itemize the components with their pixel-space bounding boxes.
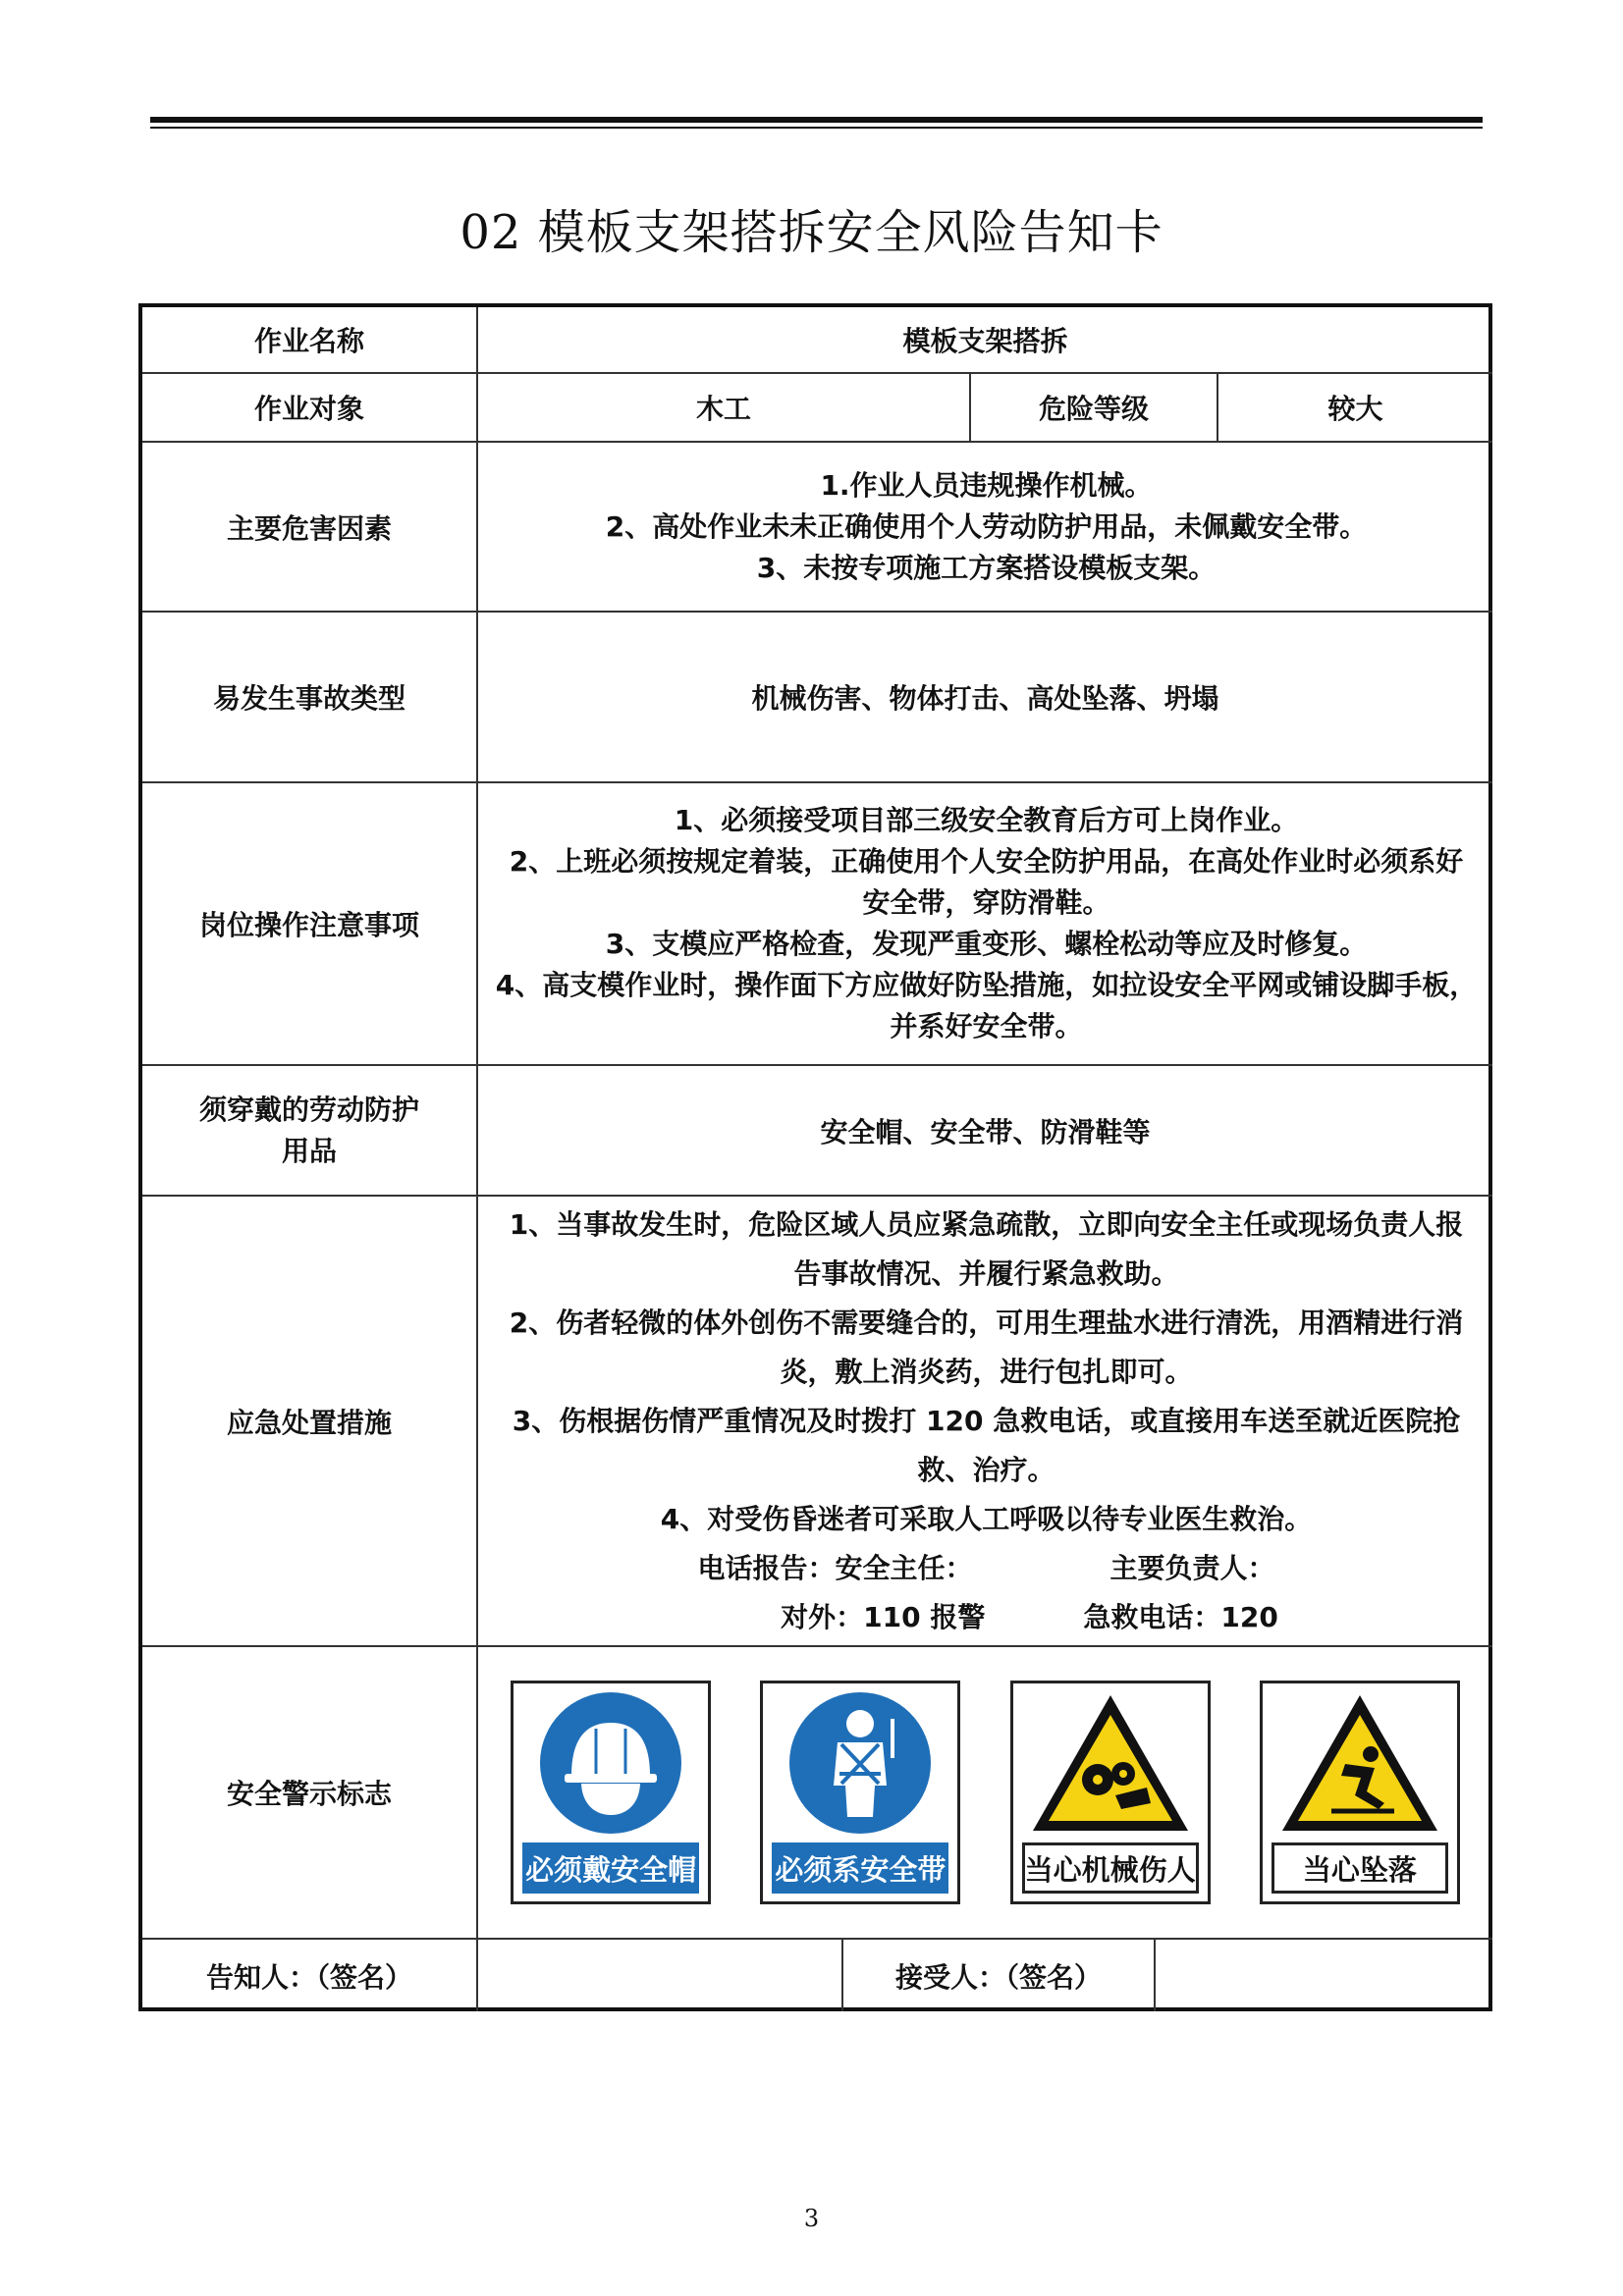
precautions-label: 岗位操作注意事项 xyxy=(142,783,478,1066)
emergency-line: 救、治疗。 xyxy=(917,1453,1055,1486)
notifier-signature-label: 告知人：（签名） xyxy=(142,1940,478,2011)
signs-label: 安全警示标志 xyxy=(142,1647,478,1940)
ppe-label xyxy=(142,1066,478,1197)
emergency-line: 4、对受伤昏迷者可采取人工呼吸以待专业医生救治。 xyxy=(660,1502,1313,1535)
risk-card-table xyxy=(138,303,1492,2011)
page-title: 02 模板支架搭拆安全风险告知卡 xyxy=(460,205,1163,260)
sign-machine-hazard xyxy=(1010,1681,1211,1904)
hazard-item: 2、高处作业未未正确使用个人劳动防护用品，未佩戴安全带。 xyxy=(605,509,1368,543)
harness-icon xyxy=(777,1689,944,1837)
precautions-list xyxy=(478,783,1492,1066)
accident-types-value: 机械伤害、物体打击、高处坠落、坍塌 xyxy=(478,613,1492,783)
hazards-label: 主要危害因素 xyxy=(142,443,478,613)
sign-text: 当心机械伤人 xyxy=(1022,1842,1199,1894)
hazard-item: 3、未按专项施工方案搭设模板支架。 xyxy=(756,551,1217,584)
emergency-numbers-line xyxy=(694,1593,1278,1642)
fall-hazard-icon xyxy=(1276,1689,1443,1837)
emergency-line: 2、伤者轻微的体外创伤不需要缝合的，可用生理盐水进行清洗，用酒精进行消 xyxy=(509,1306,1464,1339)
risk-level-value: 较大 xyxy=(1218,374,1492,443)
sign-text: 必须戴安全帽 xyxy=(522,1842,699,1894)
notifier-signature-field[interactable] xyxy=(478,1940,843,2011)
job-object-label: 作业对象 xyxy=(142,374,478,443)
emergency-line: 3、伤根据伤情严重情况及时拨打 120 急救电话，或直接用车送至就近医院抢 xyxy=(512,1404,1461,1437)
ppe-label-line1: 须穿戴的劳动防护 xyxy=(198,1093,419,1126)
helmet-icon xyxy=(527,1689,694,1837)
precaution-line: 4、高支模作业时，操作面下方应做好防坠措施，如拉设安全平网或铺设脚手板， xyxy=(495,969,1478,1001)
sign-wear-harness xyxy=(760,1681,960,1904)
main-person-label: 主要负责人： xyxy=(1109,1551,1275,1584)
page-number: 3 xyxy=(803,2205,820,2232)
ppe-label-line2: 用品 xyxy=(281,1134,337,1167)
precaution-line: 2、上班必须按规定着装，正确使用个人安全防护用品，在高处作业时必须系好 xyxy=(509,845,1464,878)
ppe-value: 安全帽、安全带、防滑鞋等 xyxy=(478,1066,1492,1197)
hazard-item: 1.作业人员违规操作机械。 xyxy=(820,468,1153,502)
emergency-line: 炎，敷上消炎药，进行包扎即可。 xyxy=(780,1355,1193,1388)
machine-hazard-icon xyxy=(1027,1689,1194,1837)
signs-row xyxy=(478,1647,1492,1940)
emergency-label: 应急处置措施 xyxy=(142,1197,478,1647)
sign-text: 必须系安全带 xyxy=(772,1842,948,1894)
emergency-phone-line xyxy=(697,1544,1274,1593)
header-rule-thick xyxy=(150,117,1483,123)
hazards-list xyxy=(478,443,1492,613)
first-aid-number: 急救电话：120 xyxy=(1083,1600,1278,1633)
precaution-line: 1、必须接受项目部三级安全教育后方可上岗作业。 xyxy=(674,804,1299,836)
job-name-label: 作业名称 xyxy=(142,307,478,374)
sign-text: 当心坠落 xyxy=(1271,1842,1448,1894)
accident-types-label: 易发生事故类型 xyxy=(142,613,478,783)
header-rule-thin xyxy=(150,127,1483,129)
precaution-line: 安全带，穿防滑鞋。 xyxy=(862,886,1110,919)
sign-fall-hazard xyxy=(1260,1681,1460,1904)
risk-level-label: 危险等级 xyxy=(971,374,1218,443)
external-alarm: 对外：110 报警 xyxy=(781,1600,986,1633)
emergency-line: 1、当事故发生时，危险区域人员应紧急疏散，立即向安全主任或现场负责人报 xyxy=(509,1207,1464,1241)
emergency-list xyxy=(478,1197,1492,1647)
precaution-line: 并系好安全带。 xyxy=(890,1010,1083,1042)
receiver-signature-label: 接受人：（签名） xyxy=(843,1940,1156,2011)
phone-report-label: 电话报告：安全主任： xyxy=(697,1551,973,1584)
receiver-signature-field[interactable] xyxy=(1156,1940,1492,2011)
emergency-line: 告事故情况、并履行紧急救助。 xyxy=(793,1256,1179,1290)
job-name-value: 模板支架搭拆 xyxy=(478,307,1492,374)
job-object-value: 木工 xyxy=(478,374,971,443)
precaution-line: 3、支模应严格检查，发现严重变形、螺栓松动等应及时修复。 xyxy=(605,928,1368,960)
sign-wear-helmet xyxy=(511,1681,711,1904)
